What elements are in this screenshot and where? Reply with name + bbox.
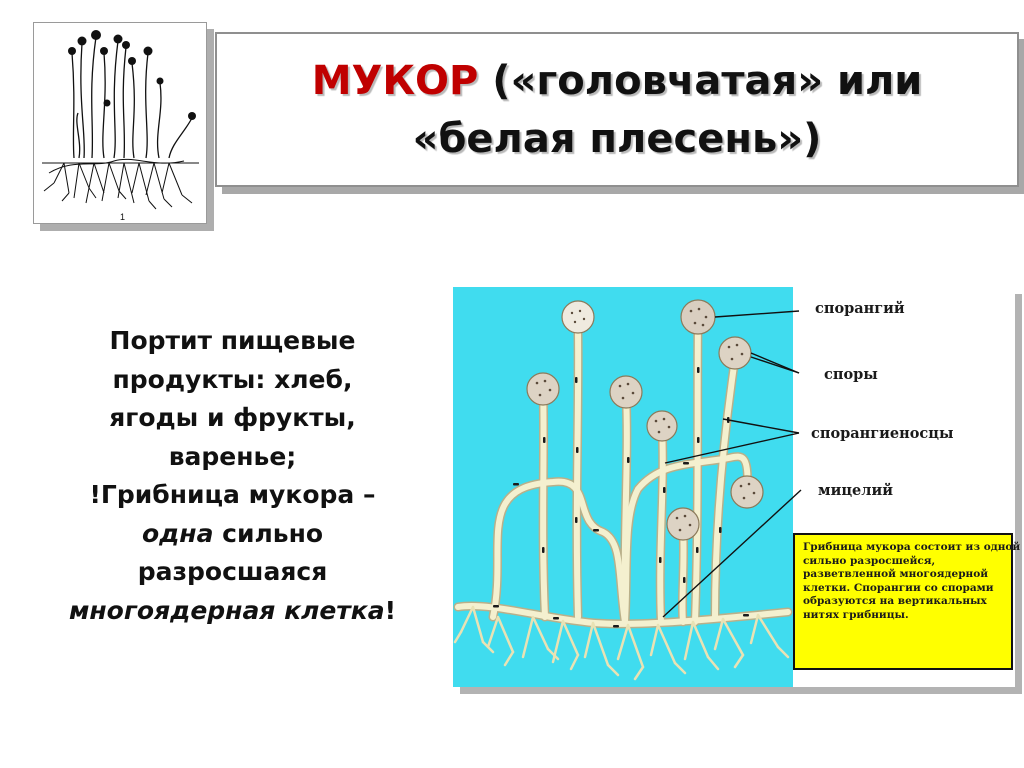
italic-emphasis: многоядерная клетка [68, 595, 385, 625]
title-line-1-rest: («головчатая» или [478, 57, 923, 104]
note-line: нитях грибницы. [803, 608, 909, 621]
label-spores: споры [824, 366, 878, 383]
mucor-sketch-svg [34, 23, 206, 223]
description-line [30, 592, 435, 631]
title-box [215, 32, 1019, 187]
title-accent: МУКОР [311, 57, 479, 104]
figure-number: 1 [120, 212, 126, 222]
note-line: клетки. Спорангии со спорами [803, 581, 994, 594]
description-line: ягоды и фрукты, [109, 403, 356, 432]
title-line-2: «белая плесень») [412, 115, 822, 162]
description-line: варенье; [168, 441, 297, 471]
description-line: разросшаяся [137, 557, 328, 586]
label-sporangiophores: спорангиеносцы [811, 425, 954, 442]
note-box [793, 533, 1021, 670]
label-mycelium: мицелий [818, 482, 894, 499]
mucor-thumbnail-illustration [33, 22, 207, 224]
label-sporangium: спорангий [815, 300, 905, 317]
description-fragment: сильно [213, 518, 324, 548]
note-line: разветвленной многоядерной [803, 568, 989, 580]
italic-emphasis: одна [141, 518, 214, 548]
title-line-1 [312, 52, 923, 110]
note-line: Грибница мукора состоит из одной [803, 541, 1021, 553]
description-line: Портит пищевые [109, 326, 356, 355]
note-line: сильно разросшейся, [803, 554, 936, 567]
description-line [30, 515, 435, 554]
description-text [30, 322, 435, 630]
description-line: продукты: хлеб, [112, 364, 353, 394]
description-fragment: ! [384, 595, 397, 625]
note-line: образуются на вертикальных [803, 595, 987, 607]
description-line: !Грибница мукора – [89, 480, 376, 509]
